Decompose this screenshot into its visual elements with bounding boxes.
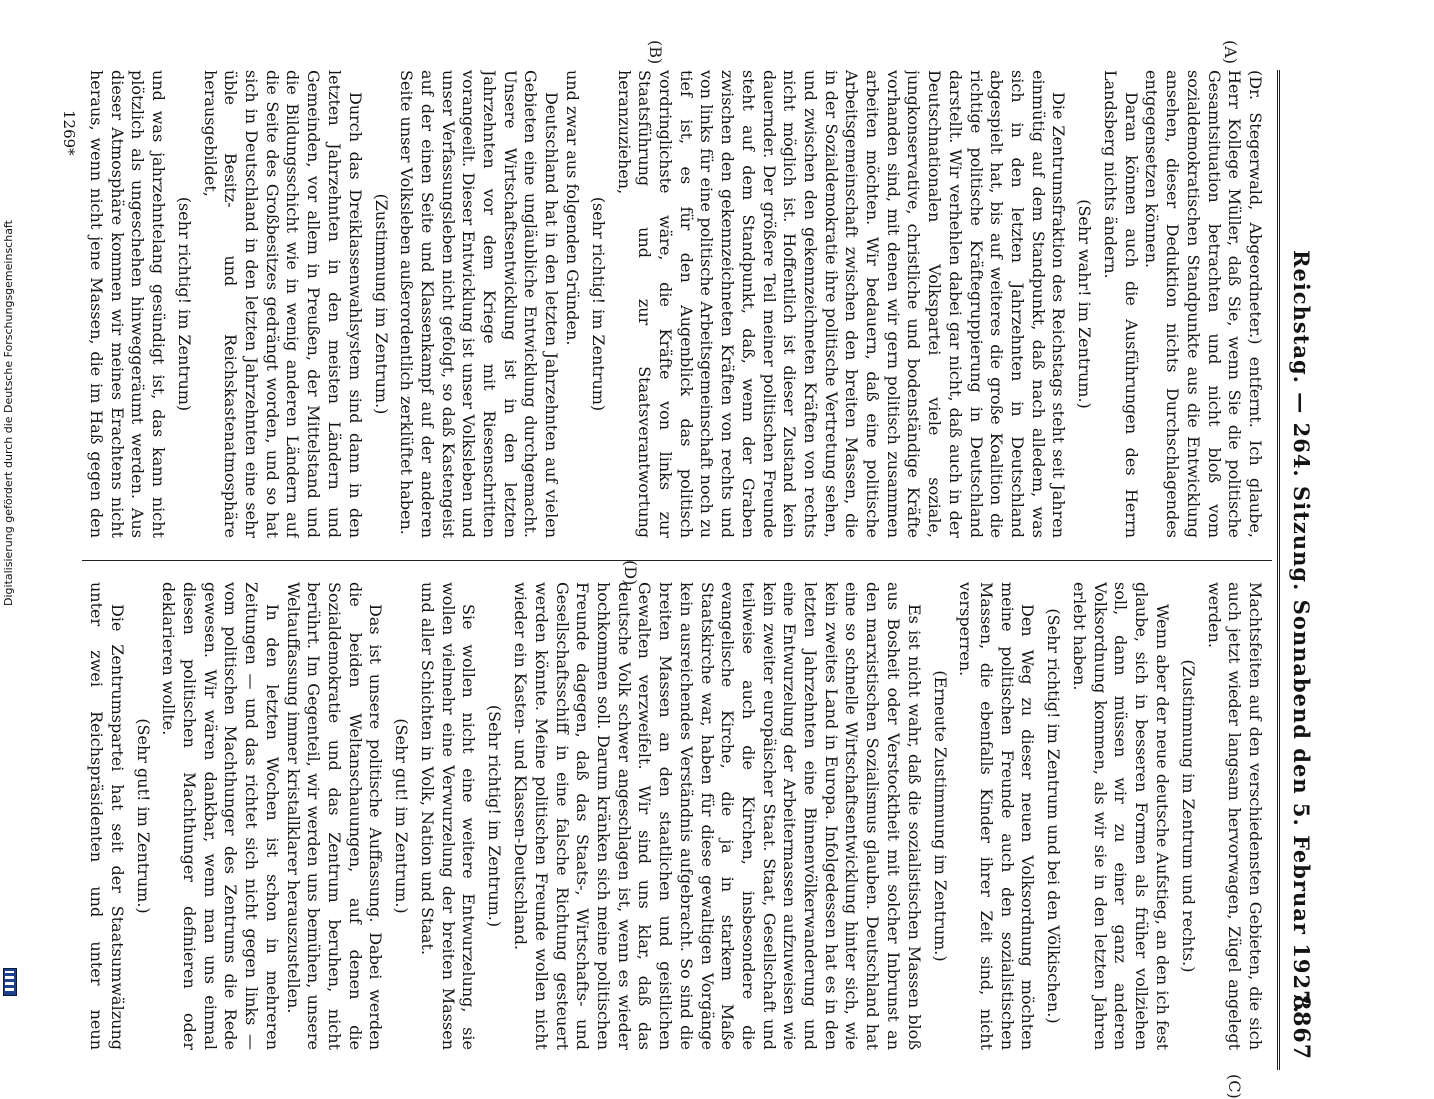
left-column bbox=[85, 70, 1265, 538]
interjection: (Sehr wahr! im Zentrum.) bbox=[1075, 199, 1095, 409]
digitization-credit: Digitalisierung gefördert durch die Deutsche Forschungsgemeinschaft bbox=[2, 220, 15, 606]
paragraph: In den letzten Wochen ist schon in mehreren Zeitungen — und das richtet sich nicht gegen links — vom politischen Machthunger des Zentrums die Rede gewesen. Wir wären dankbar, wenn man uns einmal diesen politischen Machthunger definieren oder deklarieren wollte. bbox=[159, 582, 282, 1050]
paragraph: Die Zentrumspartei hat seit der Staatsumwälzung unter zwei Reichspräsidenten und unter neun bbox=[86, 582, 127, 1050]
page-number: 8867 bbox=[1288, 994, 1314, 1060]
dfg-logo-icon bbox=[3, 968, 17, 996]
rotated-page bbox=[60, 40, 1320, 1099]
interjection: (sehr richtig! im Zentrum) bbox=[588, 196, 608, 412]
paragraph: Machtsfeiten auf den verschiedensten Gebieten, die sich auch jetzt wieder langsam hervorwagen, Zügel angelegt werden. bbox=[1204, 582, 1265, 1050]
header-title: Reichstag. — 264. Sitzung. Sonnabend den 5. Februar 1927. bbox=[1289, 250, 1314, 1015]
interjection: (Sehr richtig! im Zentrum und bei den Völkischen.) bbox=[1044, 608, 1064, 1024]
paragraph: Daran können auch die Ausführungen des Herrn Landsberg nichts ändern. bbox=[1101, 70, 1141, 538]
paragraph: Deutschland hat in den letzten Jahrzehnten auf vielen Gebieten eine ungläubliche Entwicklung durchgemacht. Unsere Wirtschaftsentwicklung ist in den letzten Jahrzehnten vor dem Kriege mit Riesenschritten vorangeeilt. Dieser Entwicklung ist unser Volksleben und unser Verfassungsleben nicht gefolgt, so daß Kastengeist auf der einen Seite und Klassenkampf auf der anderen Seite unser Volksleben außerordentlich zerklüftet haben. bbox=[397, 70, 562, 538]
interjection: (Sehr richtig! im Zentrum.) bbox=[485, 704, 505, 928]
margin-mark-c: (C) bbox=[1225, 1074, 1244, 1099]
margin-mark-a: (A) bbox=[1221, 40, 1240, 65]
interjection: (Sehr gut! im Zentrum.) bbox=[392, 718, 412, 914]
paragraph: (Dr. Stegerwald, Abgeordneter.) entfernt. Ich glaube, Herr Kollege Müller, daß Sie, wenn Sie die politische Gesamtsituation betrachten und nicht bloß vom sozialdemokratischen Standpunkte aus die Entwicklung ansehen, dieser Deduktion nichts Durchschlagendes entgegensetzen können. bbox=[1142, 70, 1265, 538]
paragraph: und was jahrzehntelang gesündigt ist, das kann nicht plötzlich als ungeschehen hinweggeräumt werden. Aus dieser Atmosphäre kommen wir meines Erachtens nicht heraus, wenn nicht jene Massen, die im Haß gegen den bbox=[86, 70, 168, 538]
paragraph: Das ist unsere politische Auffassung. Dabei werden die beiden Weltanschauungen, auf denen die Sozialdemokratie und das Zentrum beruhen, nicht berührt. Im Gegenteil, wir werden uns bemühen, unsere Weltauffassung immer kristallklarer herauszustellen. bbox=[283, 582, 386, 1050]
paragraph: Den Weg zu dieser neuen Volksordnung möchten meine politischen Freunde auch den sozialistischen Massen, die ebenfalls Kinder ihrer Zeit sind, nicht versperren. bbox=[956, 582, 1038, 1050]
interjection: (Erneute Zustimmung im Zentrum.) bbox=[930, 670, 950, 962]
footer-page-ref: 1269* bbox=[60, 110, 78, 156]
paragraph: Durch das Dreiklassenwahlsystem sind dann in den letzten Jahrzehnten in den meisten Ländern und Gemeinden, vor allem in Preußen, der Mittelstand und die Bildungsschicht wie in wenig anderen Ländern auf die Seite des Großbesitzes gedrängt worden, und so hat sich in Deutschland in den letzten Jahrzehnten eine sehr üble Besitz- und Reichskastenatmosphäre herausgebildet, bbox=[200, 70, 365, 538]
paragraph: Wenn aber der neue deutsche Aufstieg, an den ich fest glaube, sich in besseren Formen als früher vollziehen soll, dann müssen wir zu einer ganz anderen Volksordnung kommen, als wir sie in den letzten Jahren erlebt haben. bbox=[1070, 582, 1172, 1050]
interjection: (Zustimmung im Zentrum und rechts.) bbox=[1178, 659, 1198, 973]
margin-mark-d: (D) bbox=[621, 560, 640, 586]
interjection: (sehr richtig! im Zentrum) bbox=[174, 196, 194, 412]
interjection: (Zustimmung im Zentrum.) bbox=[371, 193, 391, 415]
paragraph: Die Zentrumsfraktion des Reichstags steht seit Jahren einmütig auf dem Standpunkt, daß nach alledem, was sich in den letzten Jahrzehnten in Deutschland abgespielt hat, bis auf weiteres die große Koalition die richtige politische Kräftegruppierung in Deutschland darstellt. Wir verhehlen dabei gar nicht, daß auch in der Deutschnationalen Volkspartei viele soziale, jungkonservative, christliche und bodenständige Kräfte vorhanden sind, mit denen wir gern politisch zusammen arbeiten möchten. Wir bedauern, daß eine politische Arbeitsgemeinschaft zwischen den breiten Massen, die in der Sozialdemokratie ihre politische Vertretung sehen, und zwischen den gekennzeichneten Kräften von rechts nicht möglich ist. Hoffentlich ist dieser Zustand kein dauernder. Der größere Teil meiner politischen Freunde steht auf dem Standpunkt, daß, wenn der Graben zwischen den gekennzeichneten Kräften von rechts und von links für eine politische Arbeitsgemeinschaft noch zu tief ist, es für den Augenblick das politisch vordringlichste wäre, die Kräfte von links zur Staatsführung und zur Staatsverantwortung heranzuziehen, bbox=[614, 70, 1069, 538]
paragraph: und zwar aus folgenden Gründen. bbox=[562, 70, 582, 346]
margin-mark-b: (B) bbox=[646, 40, 665, 65]
page-header bbox=[1277, 70, 1320, 1070]
interjection: (Sehr gut! im Zentrum.) bbox=[133, 718, 153, 914]
right-column bbox=[85, 582, 1265, 1050]
paragraph: Sie wollen nicht eine weitere Entwurzelung, sie wollen vielmehr eine Verwurzelung der breiten Massen und aller Schichten in Volk, Nation und Staat. bbox=[418, 582, 479, 1050]
paragraph: Es ist nicht wahr, daß die sozialistischen Massen bloß aus Bosheit oder Verstocktheit mit solcher Inbrunst an den marxistischen Sozialismus glauben. Deutschland hat eine so schnelle Wirtschaftsentwicklung hinter sich, wie kein zweites Land in Europa. Infolgedessen hat es in den letzten Jahrzehnten eine Binnenvölkerwanderung und eine Entwurzelung der Arbeitermassen aufzuweisen wie kein zweiter europäischer Staat. Staat, Gesellschaft und teilweise auch die Kirchen, insbesondere die evangelische Kirche, die ja in starkem Maße Staatskirche war, haben für diese gewaltigen Vorgänge kein ausreichendes Verständnis aufgebracht. So sind die breiten Massen an den staatlichen und geistlichen Gewalten verzweifelt. Wir sind uns klar, daß das deutsche Volk schwer angeschlagen ist, wenn es wieder hochkommen soll. Darum kränken sich meine politischen Freunde dagegen, daß das Staats-, Wirtschafts- und Gesellschaftsschiff in eine falsche Richtung gesteuert werden könnte. Meine politischen Freunde wollen nicht wieder ein Kasten- und Klassen-Deutschland. bbox=[511, 582, 924, 1050]
column-divider bbox=[82, 560, 1272, 561]
